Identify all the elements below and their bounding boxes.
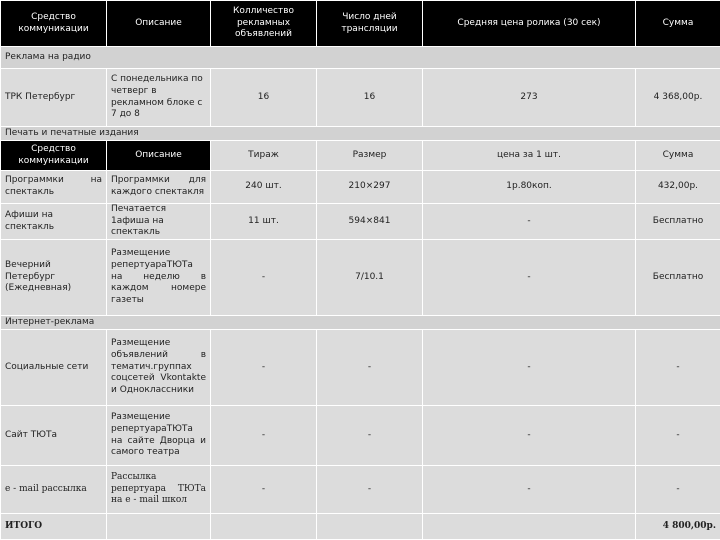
description-cell: Размещение репертуараТЮТа на неделю в каждом номере газеты [107,240,211,316]
unit-price-cell: - [423,204,636,240]
print-header-description: Описание [107,141,211,171]
print-header-channel: Средство коммуникации [1,141,107,171]
price-cell: 273 [423,69,636,127]
value-cell: - [317,330,423,406]
total-sum: 4 800,00р. [636,514,720,540]
value-cell: - [211,330,317,406]
header-broadcast-days: Число дней трансляции [317,1,423,47]
section-row-print [1,127,720,141]
value-cell: - [423,406,636,466]
value-cell: - [423,466,636,514]
channel-cell: Социальные сети [1,330,107,406]
value-cell: - [211,466,317,514]
channel-cell: Афиши на спектакль [1,204,107,240]
table-row [1,466,720,514]
empty-cell [317,514,423,540]
description-cell: С понедельника по четверг в рекламном блоке с 7 до 8 [107,69,211,127]
table-row [1,240,720,316]
print-header-run: Тираж [211,141,317,171]
empty-cell [423,514,636,540]
sum-cell: Бесплатно [636,204,720,240]
value-cell: - [317,406,423,466]
print-header-size: Размер [317,141,423,171]
channel-cell: ТРК Петербург [1,69,107,127]
unit-price-cell: 1р.80коп. [423,171,636,204]
size-cell: 7/10.1 [317,240,423,316]
section-title-print: Печать и печатные издания [1,127,720,141]
value-cell: - [211,406,317,466]
section-row-internet [1,316,720,330]
total-label: ИТОГО [1,514,107,540]
header-sum: Сумма [636,1,720,47]
size-cell: 594×841 [317,204,423,240]
count-cell: 16 [211,69,317,127]
sum-cell: 4 368,00р. [636,69,720,127]
section-title-radio: Реклама на радио [1,47,720,69]
header-description: Описание [107,1,211,47]
empty-cell [107,514,211,540]
sum-cell: Бесплатно [636,240,720,316]
header-ad-count: Колличество рекламных объявлений [211,1,317,47]
table-row [1,69,720,127]
total-row [1,514,720,540]
print-header-sum: Сумма [636,141,720,171]
run-cell: 11 шт. [211,204,317,240]
channel-cell: Сайт ТЮТа [1,406,107,466]
channel-cell: e - mail рассылка [1,466,107,514]
value-cell: - [636,406,720,466]
value-cell: - [317,466,423,514]
channel-cell: Программки на спектакль [1,171,107,204]
table-row [1,330,720,406]
print-header-row [1,141,720,171]
unit-price-cell: - [423,240,636,316]
table-row [1,171,720,204]
value-cell: - [636,466,720,514]
description-cell: Размещение репертуараТЮТа на сайте Дворца и самого театра [107,406,211,466]
section-row-radio [1,47,720,69]
empty-cell [211,514,317,540]
table-row [1,406,720,466]
value-cell: - [636,330,720,406]
run-cell: 240 шт. [211,171,317,204]
header-avg-price: Средняя цена ролика (30 сек) [423,1,636,47]
sum-cell: 432,00р. [636,171,720,204]
value-cell: - [423,330,636,406]
print-header-unit-price: цена за 1 шт. [423,141,636,171]
description-cell: Рассылка репертуара ТЮТа на e - mail школ [107,466,211,514]
description-cell: Программки для каждого спектакля [107,171,211,204]
days-cell: 16 [317,69,423,127]
run-cell: - [211,240,317,316]
size-cell: 210×297 [317,171,423,204]
table-row [1,204,720,240]
description-cell: Печатается 1афиша на спектакль [107,204,211,240]
main-header-row [1,1,720,47]
description-cell: Размещение объявлений в тематич.группах соцсетей Vkontakte и Одноклассники [107,330,211,406]
channel-cell: Вечерний Петербург (Ежедневная) [1,240,107,316]
section-title-internet: Интернет-реклама [1,316,720,330]
header-channel: Средство коммуникации [1,1,107,47]
